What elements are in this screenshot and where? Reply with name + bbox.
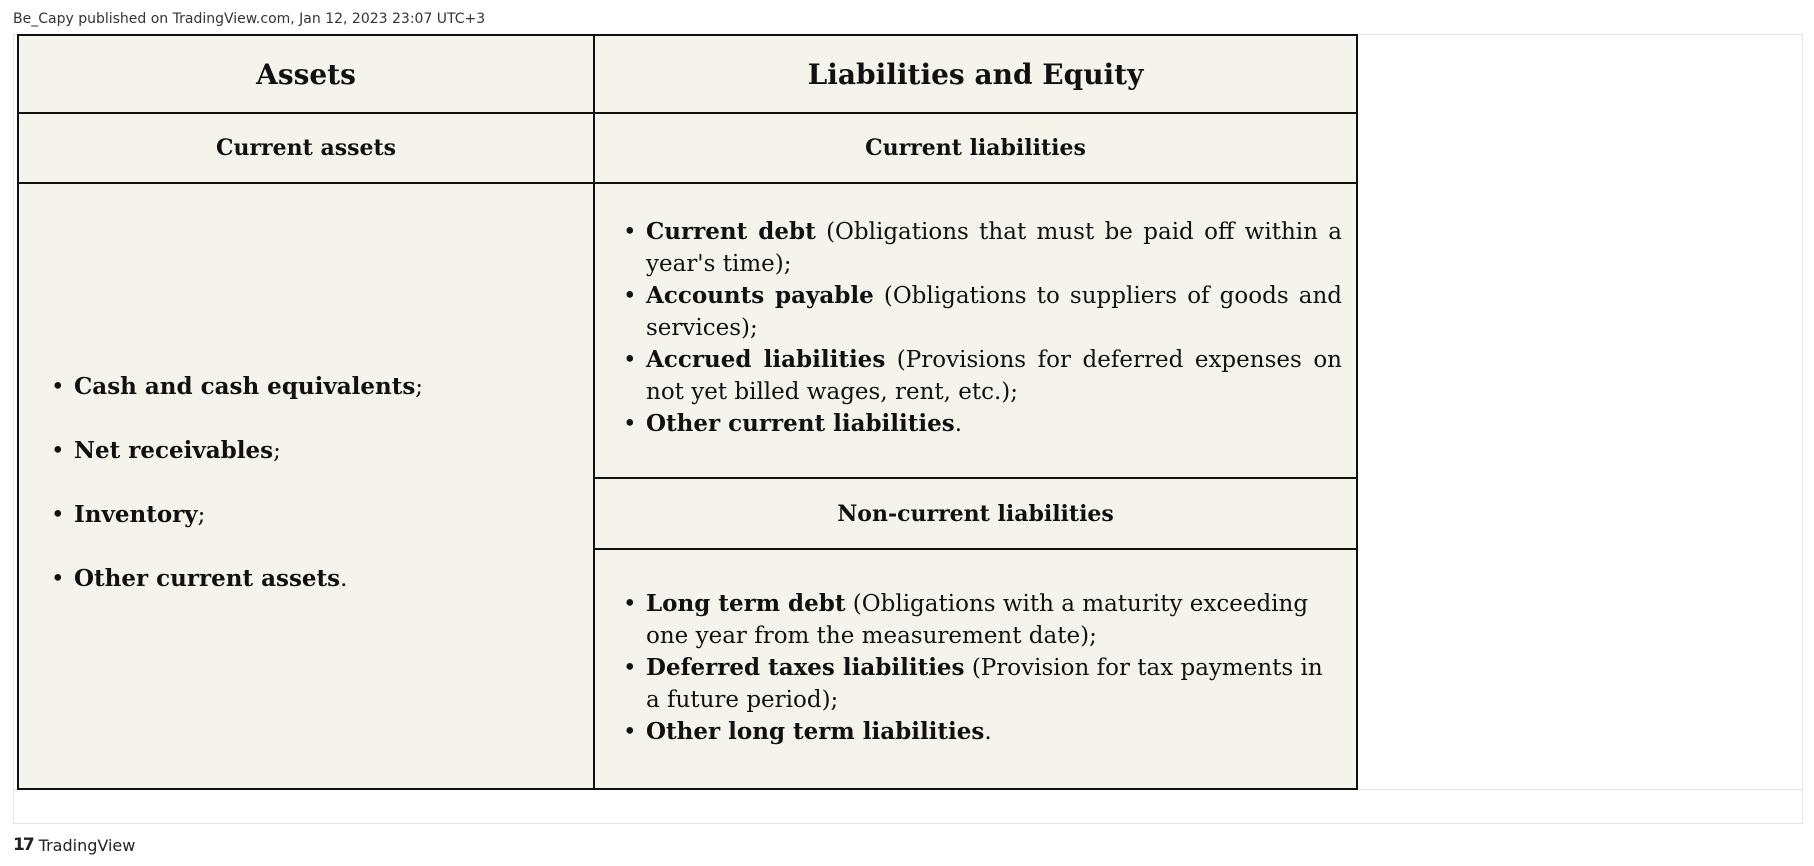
list-item	[51, 563, 571, 595]
item-desc: (Obligations to suppliers of goods and services);	[646, 283, 1342, 341]
list-item	[51, 435, 571, 467]
current-assets-heading: Current assets	[215, 135, 397, 161]
item-term: Other current assets	[74, 565, 341, 592]
item-term: Current debt	[646, 218, 816, 245]
item-desc: ;	[197, 502, 206, 528]
item-term: Cash and cash equivalents	[74, 373, 416, 400]
item-desc: (Provisions for deferred expenses on not yet billed wages, rent, etc.);	[646, 347, 1342, 405]
item-term: Inventory	[74, 501, 198, 528]
item-term: Accounts payable	[646, 282, 874, 309]
list-item	[623, 652, 1342, 716]
list-item	[623, 408, 1342, 440]
item-term: Long term debt	[646, 590, 846, 617]
list-item	[623, 216, 1342, 280]
list-item	[623, 280, 1342, 344]
list-item	[623, 588, 1342, 652]
item-term: Net receivables	[74, 437, 274, 464]
item-desc: (Provision for tax payments in a future period);	[646, 655, 1323, 713]
chart-bottom-strip	[13, 789, 1803, 824]
current-liabilities-list	[623, 216, 1342, 440]
liabilities-equity-heading: Liabilities and Equity	[807, 57, 1144, 91]
item-desc: .	[984, 719, 992, 745]
item-desc: (Obligations with a maturity exceeding one year from the measurement date);	[646, 591, 1309, 649]
current-assets-list	[51, 371, 571, 627]
row-divider-noncurrent-title	[595, 548, 1356, 550]
item-desc: ;	[415, 374, 424, 400]
row-divider-subtitle	[19, 182, 1356, 184]
item-term: Deferred taxes liabilities	[646, 654, 965, 681]
current-liabilities-heading: Current liabilities	[865, 135, 1086, 161]
list-item	[51, 371, 571, 403]
item-desc: .	[340, 566, 348, 592]
item-desc: (Obligations that must be paid off within a year's time);	[646, 219, 1342, 277]
tradingview-logo-icon: 17	[13, 835, 33, 855]
list-item	[51, 499, 571, 531]
list-item	[623, 344, 1342, 408]
publish-attribution: Be_Capy published on TradingView.com, Jan 12, 2023 23:07 UTC+3	[13, 11, 486, 27]
noncurrent-liabilities-list	[623, 588, 1342, 748]
noncurrent-liabilities-heading: Non-current liabilities	[837, 500, 1114, 527]
item-term: Accrued liabilities	[646, 346, 886, 373]
list-item	[623, 716, 1342, 748]
tradingview-footer[interactable]	[13, 835, 135, 855]
balance-sheet-table	[17, 34, 1358, 790]
item-term: Other long term liabilities	[646, 718, 985, 745]
assets-heading: Assets	[256, 57, 356, 91]
tradingview-brand[interactable]: TradingView	[38, 835, 136, 855]
item-desc: ;	[273, 438, 281, 464]
item-desc: .	[954, 411, 963, 437]
item-term: Other current liabilities	[646, 410, 955, 437]
